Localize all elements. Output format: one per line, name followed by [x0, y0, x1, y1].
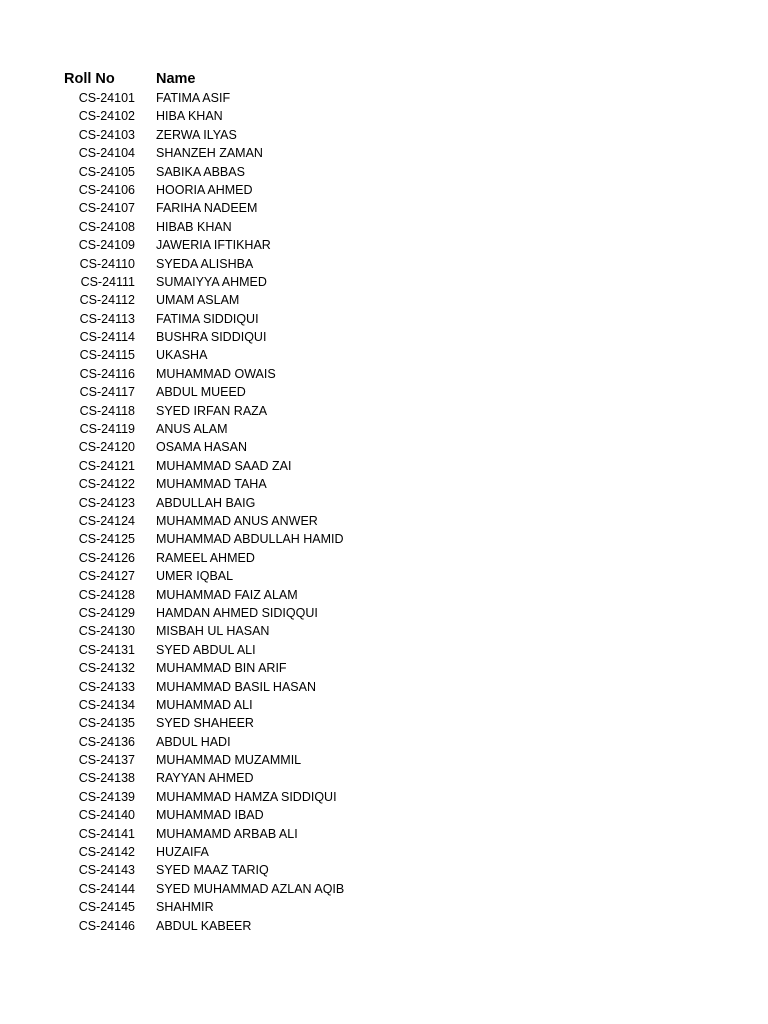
roll-no-cell: CS-24140	[78, 808, 135, 823]
student-name-cell: SABIKA ABBAS	[156, 164, 245, 179]
table-row	[0, 880, 768, 898]
roll-no-cell: CS-24115	[79, 348, 135, 363]
table-row	[0, 199, 768, 217]
roll-no-cell: CS-24118	[79, 403, 135, 418]
student-name-cell: SYED MUHAMMAD AZLAN AQIB	[156, 881, 345, 896]
roll-no-cell: CS-24135	[78, 716, 135, 731]
roll-no-cell: CS-24137	[78, 753, 135, 768]
student-name-cell: RAYYAN AHMED	[156, 771, 254, 786]
student-name-cell: SHAHMIR	[156, 900, 214, 915]
student-name-cell: ZERWA ILYAS	[156, 127, 237, 142]
roll-no-cell: CS-24116	[79, 366, 135, 381]
roll-no-cell: CS-24109	[78, 238, 135, 253]
table-row	[0, 586, 768, 604]
table-row	[0, 383, 768, 401]
roll-no-cell: CS-24123	[78, 495, 135, 510]
roll-no-cell: CS-24120	[78, 440, 135, 455]
table-row	[0, 494, 768, 512]
table-row	[0, 861, 768, 879]
student-name-cell: MUHAMMAD HAMZA SIDDIQUI	[156, 789, 337, 804]
student-name-cell: MUHAMMAD ANUS ANWER	[156, 513, 318, 528]
table-row	[0, 678, 768, 696]
student-name-cell: HOORIA AHMED	[156, 182, 253, 197]
student-name-cell: FATIMA SIDDIQUI	[156, 311, 259, 326]
table-row	[0, 696, 768, 714]
student-name-cell: MISBAH UL HASAN	[156, 624, 270, 639]
table-row	[0, 365, 768, 383]
roll-no-cell: CS-24102	[78, 109, 135, 124]
student-name-cell: MUHAMMAD FAIZ ALAM	[156, 587, 298, 602]
student-name-cell: MUHAMMAD BASIL HASAN	[156, 679, 316, 694]
table-row	[0, 144, 768, 162]
table-row	[0, 641, 768, 659]
table-row	[0, 310, 768, 328]
table-row	[0, 825, 768, 843]
roll-no-cell: CS-24111	[80, 274, 135, 289]
roll-no-cell: CS-24146	[78, 918, 135, 933]
student-name-cell: OSAMA HASAN	[156, 440, 247, 455]
roll-no-cell: CS-24112	[79, 293, 135, 308]
table-row	[0, 714, 768, 732]
student-name-cell: ABDUL KABEER	[156, 918, 252, 933]
table-row	[0, 126, 768, 144]
table-row	[0, 659, 768, 677]
table-row	[0, 475, 768, 493]
student-name-cell: SYED ABDUL ALI	[156, 642, 256, 657]
student-name-cell: MUHAMMAD OWAIS	[156, 366, 276, 381]
student-name-cell: ABDUL HADI	[156, 734, 231, 749]
roll-no-cell: CS-24105	[78, 164, 135, 179]
roll-no-cell: CS-24139	[78, 789, 135, 804]
student-name-cell: FATIMA ASIF	[156, 91, 231, 105]
table-row	[0, 530, 768, 548]
roll-no-cell: CS-24128	[78, 587, 135, 602]
student-name-cell: FARIHA NADEEM	[156, 201, 258, 216]
table-row	[0, 549, 768, 567]
table-row	[0, 255, 768, 273]
student-name-cell: SYED IRFAN RAZA	[156, 403, 268, 418]
roll-no-cell: CS-24101	[78, 91, 135, 105]
student-name-cell: UKASHA	[156, 348, 208, 363]
roll-no-cell: CS-24121	[78, 458, 135, 473]
roll-no-cell: CS-24131	[78, 642, 135, 657]
student-name-cell: HIBA KHAN	[156, 109, 223, 124]
table-header	[0, 69, 768, 89]
roll-no-cell: CS-24104	[78, 146, 135, 161]
table-row	[0, 402, 768, 420]
student-name-cell: MUHAMMAD TAHA	[156, 477, 267, 492]
table-row	[0, 567, 768, 585]
roll-no-cell: CS-24126	[78, 550, 135, 565]
table-row	[0, 236, 768, 254]
roll-no-cell: CS-24145	[78, 900, 135, 915]
table-row	[0, 806, 768, 824]
student-name-cell: ABDUL MUEED	[156, 385, 246, 400]
table-row	[0, 420, 768, 438]
table-row	[0, 89, 768, 107]
roll-no-cell: CS-24122	[78, 477, 135, 492]
student-name-cell: ABDULLAH BAIG	[156, 495, 256, 510]
table-row	[0, 163, 768, 181]
table-row	[0, 273, 768, 291]
student-name-cell: UMAM ASLAM	[156, 293, 240, 308]
student-name-cell: UMER IQBAL	[156, 569, 234, 584]
table-row	[0, 769, 768, 787]
roll-no-cell: CS-24141	[78, 826, 135, 841]
roll-no-cell: CS-24132	[78, 661, 135, 676]
roll-no-cell: CS-24138	[78, 771, 135, 786]
roll-no-cell: CS-24142	[78, 845, 135, 860]
roll-no-cell: CS-24125	[78, 532, 135, 547]
student-name-cell: MUHAMMAD MUZAMMIL	[156, 753, 302, 768]
roll-no-cell: CS-24110	[79, 256, 135, 271]
roll-no-cell: CS-24130	[78, 624, 135, 639]
table-row	[0, 107, 768, 125]
roll-no-cell: CS-24144	[78, 881, 135, 896]
table-row	[0, 898, 768, 916]
student-name-cell: SYEDA ALISHBA	[156, 256, 254, 271]
table-row	[0, 291, 768, 309]
table-row	[0, 917, 768, 935]
roll-no-cell: CS-24143	[78, 863, 135, 878]
table-row	[0, 218, 768, 236]
student-name-cell: MUHAMMAD ABDULLAH HAMID	[156, 532, 344, 547]
student-name-cell: HUZAIFA	[156, 845, 209, 860]
student-name-cell: SUMAIYYA AHMED	[156, 274, 267, 289]
student-name-cell: SYED SHAHEER	[156, 716, 254, 731]
table-row	[0, 346, 768, 364]
roll-no-cell: CS-24136	[78, 734, 135, 749]
student-name-cell: RAMEEL AHMED	[156, 550, 255, 565]
table-row	[0, 622, 768, 640]
roll-no-cell: CS-24106	[78, 182, 135, 197]
student-name-cell: ANUS ALAM	[156, 422, 228, 437]
roll-no-cell: CS-24117	[79, 385, 135, 400]
table-row	[0, 328, 768, 346]
student-name-cell: HIBAB KHAN	[156, 219, 232, 234]
table-row	[0, 751, 768, 769]
student-name-cell: SHANZEH ZAMAN	[156, 146, 263, 161]
student-name-cell: MUHAMMAD SAAD ZAI	[156, 458, 292, 473]
roll-no-cell: CS-24127	[78, 569, 135, 584]
student-name-cell: SYED MAAZ TARIQ	[156, 863, 269, 878]
student-name-cell: MUHAMAMD ARBAB ALI	[156, 826, 298, 841]
roll-no-cell: CS-24103	[78, 127, 135, 142]
table-row	[0, 843, 768, 861]
roll-no-cell: CS-24124	[78, 513, 135, 528]
roll-no-cell: CS-24129	[78, 605, 135, 620]
student-name-cell: JAWERIA IFTIKHAR	[156, 238, 271, 253]
name-header: Name	[156, 71, 196, 87]
roll-no-cell: CS-24108	[78, 219, 135, 234]
student-name-cell: MUHAMMAD IBAD	[156, 808, 264, 823]
roll-no-header: Roll No	[64, 71, 115, 87]
roll-no-cell: CS-24134	[78, 697, 135, 712]
table-row	[0, 457, 768, 475]
student-name-cell: BUSHRA SIDDIQUI	[156, 330, 267, 345]
table-row	[0, 181, 768, 199]
roll-no-cell: CS-24119	[79, 422, 135, 437]
student-name-cell: HAMDAN AHMED SIDIQQUI	[156, 605, 318, 620]
table-row	[0, 788, 768, 806]
roll-no-cell: CS-24114	[79, 330, 135, 345]
roll-no-cell: CS-24113	[79, 311, 135, 326]
table-row	[0, 604, 768, 622]
table-row	[0, 733, 768, 751]
student-rows	[0, 89, 768, 935]
roll-no-cell: CS-24107	[78, 201, 135, 216]
roll-no-cell: CS-24133	[78, 679, 135, 694]
student-name-cell: MUHAMMAD ALI	[156, 697, 253, 712]
student-name-cell: MUHAMMAD BIN ARIF	[156, 661, 287, 676]
table-row	[0, 438, 768, 456]
table-row	[0, 512, 768, 530]
